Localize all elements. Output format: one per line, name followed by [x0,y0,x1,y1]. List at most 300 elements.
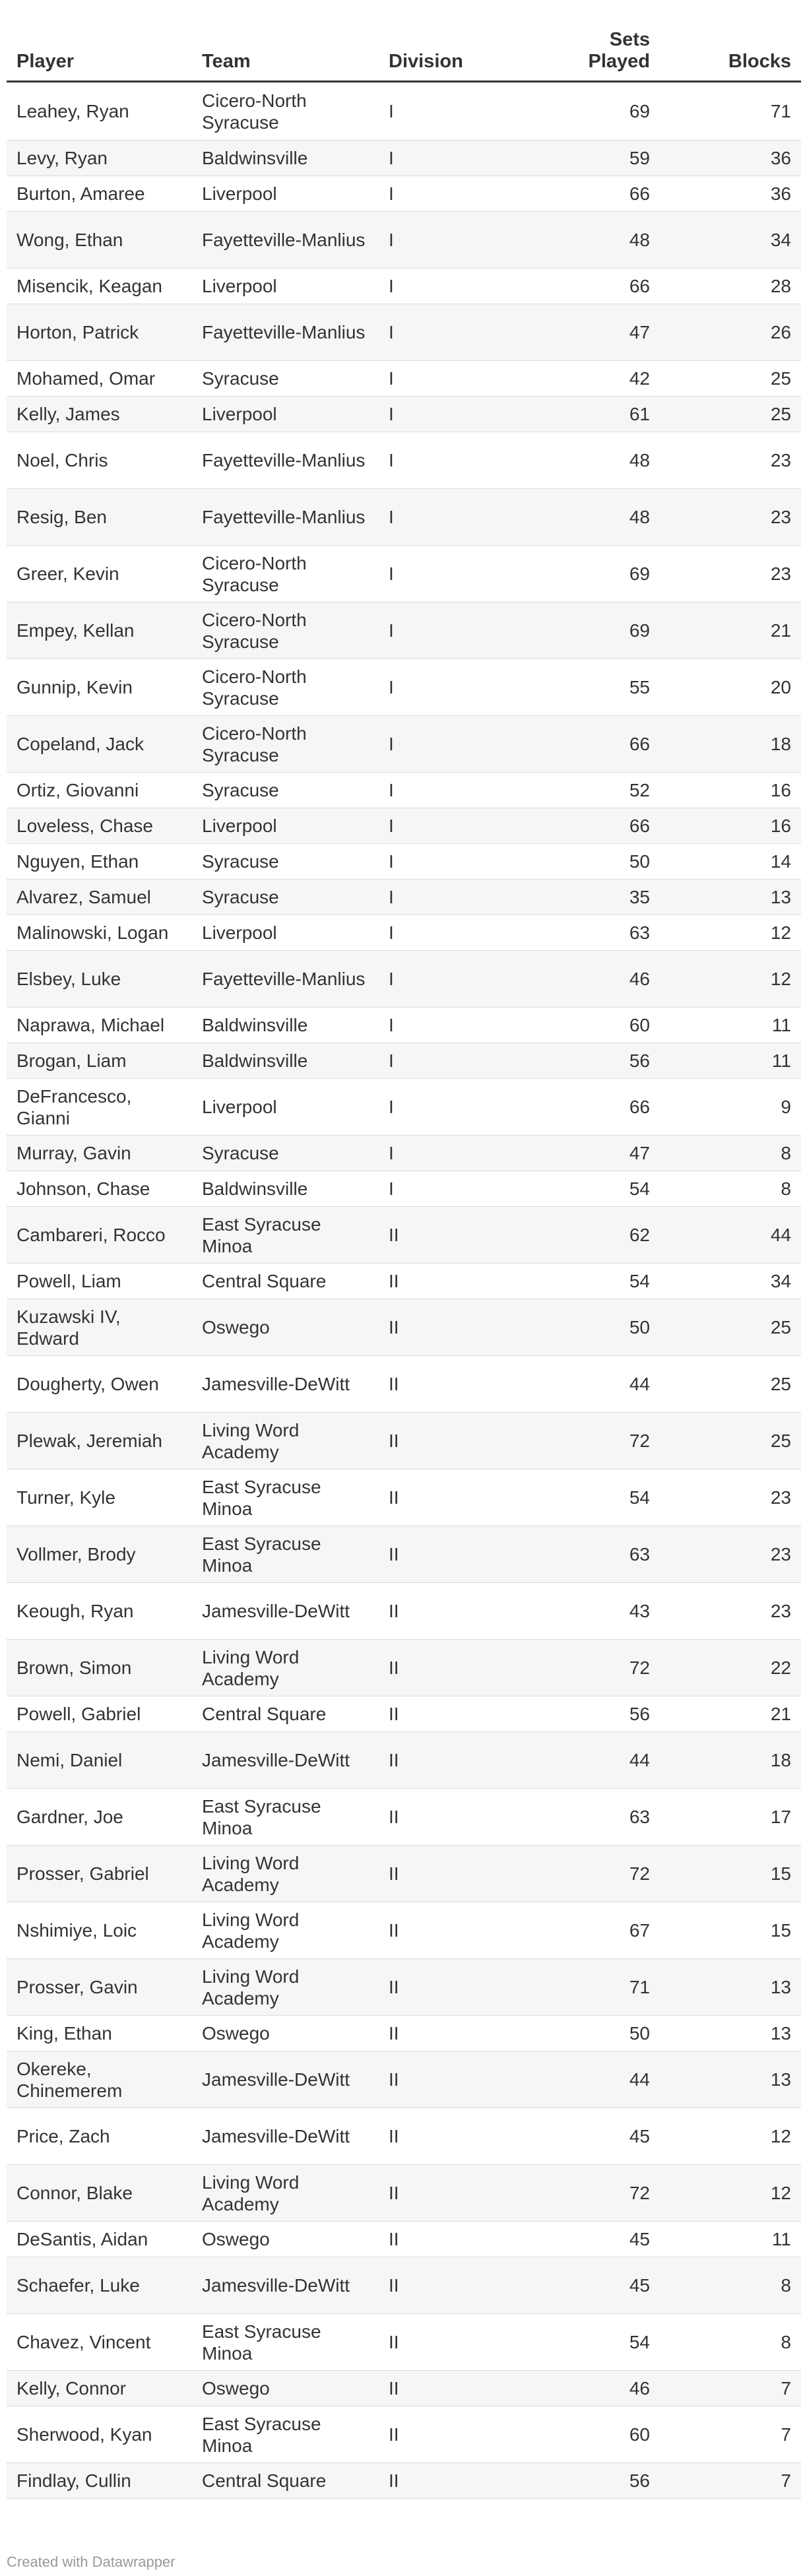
cell-blocks: 13 [660,880,801,915]
cell-division: II [379,2108,531,2165]
cell-team: Liverpool [192,808,379,844]
cell-sets-played: 45 [531,2222,660,2257]
cell-sets-played: 66 [531,176,660,212]
table-row [7,1136,801,1171]
cell-team: Cicero-North Syracuse [192,546,379,602]
cell-player: Nshimiye, Loic [7,1902,192,1959]
table-row [7,773,801,808]
cell-team: East Syracuse Minoa [192,1207,379,1264]
cell-sets-played: 47 [531,304,660,361]
table-row [7,1469,801,1526]
cell-player: Naprawa, Michael [7,1008,192,1043]
cell-team: Jamesville-DeWitt [192,1356,379,1413]
cell-blocks: 15 [660,1902,801,1959]
cell-division: I [379,716,531,773]
cell-player: Chavez, Vincent [7,2314,192,2371]
cell-division: II [379,2314,531,2371]
table-row [7,2051,801,2108]
cell-sets-played: 69 [531,546,660,602]
table-row [7,1264,801,1299]
cell-team: Liverpool [192,397,379,432]
cell-team: East Syracuse Minoa [192,2314,379,2371]
table-row [7,1789,801,1846]
cell-sets-played: 44 [531,1356,660,1413]
cell-sets-played: 60 [531,2406,660,2463]
table-row [7,1583,801,1640]
cell-team: Syracuse [192,880,379,915]
cell-team: East Syracuse Minoa [192,1469,379,1526]
cell-player: Murray, Gavin [7,1136,192,1171]
cell-blocks: 14 [660,844,801,880]
cell-team: Syracuse [192,773,379,808]
cell-division: I [379,432,531,489]
cell-sets-played: 50 [531,844,660,880]
cell-player: Johnson, Chase [7,1171,192,1207]
stats-table [7,24,801,2499]
cell-player: Wong, Ethan [7,212,192,269]
cell-player: Levy, Ryan [7,141,192,176]
cell-player: Mohamed, Omar [7,361,192,397]
cell-player: Ortiz, Giovanni [7,773,192,808]
cell-player: Misencik, Keagan [7,269,192,304]
cell-division: I [379,546,531,602]
cell-team: Fayetteville-Manlius [192,304,379,361]
table-row [7,915,801,951]
cell-player: Kuzawski IV, Edward [7,1299,192,1356]
table-row [7,2165,801,2222]
cell-blocks: 25 [660,1356,801,1413]
cell-player: Alvarez, Samuel [7,880,192,915]
cell-sets-played: 72 [531,1640,660,1696]
cell-division: II [379,1732,531,1789]
cell-player: Turner, Kyle [7,1469,192,1526]
cell-player: Plewak, Jeremiah [7,1413,192,1469]
cell-player: Gardner, Joe [7,1789,192,1846]
table-row [7,176,801,212]
cell-player: Greer, Kevin [7,546,192,602]
table-row [7,1640,801,1696]
table-row [7,1356,801,1413]
cell-division: I [379,176,531,212]
cell-sets-played: 43 [531,1583,660,1640]
cell-team: Fayetteville-Manlius [192,212,379,269]
cell-player: Prosser, Gavin [7,1959,192,2016]
cell-blocks: 36 [660,141,801,176]
table-row [7,1902,801,1959]
table-row [7,602,801,659]
cell-division: I [379,915,531,951]
cell-blocks: 36 [660,176,801,212]
cell-division: II [379,2165,531,2222]
table-row [7,269,801,304]
cell-blocks: 34 [660,212,801,269]
cell-blocks: 23 [660,489,801,546]
cell-team: Jamesville-DeWitt [192,2051,379,2108]
cell-blocks: 21 [660,602,801,659]
table-row [7,1413,801,1469]
header-team[interactable]: Team [192,24,379,82]
cell-division: I [379,1043,531,1079]
cell-division: I [379,1171,531,1207]
cell-blocks: 34 [660,1264,801,1299]
cell-blocks: 8 [660,1171,801,1207]
cell-team: Central Square [192,1696,379,1732]
cell-team: Jamesville-DeWitt [192,2108,379,2165]
cell-blocks: 18 [660,1732,801,1789]
datawrapper-credit[interactable]: Created with Datawrapper [7,2554,176,2570]
table-row [7,2314,801,2371]
cell-team: Oswego [192,2016,379,2051]
cell-sets-played: 46 [531,2371,660,2406]
cell-sets-played: 54 [531,1171,660,1207]
cell-team: Baldwinsville [192,1008,379,1043]
table-row [7,1846,801,1902]
cell-blocks: 23 [660,1583,801,1640]
cell-division: I [379,212,531,269]
table-row [7,1207,801,1264]
table-row [7,1959,801,2016]
cell-blocks: 23 [660,1526,801,1583]
cell-blocks: 20 [660,659,801,716]
cell-division: II [379,1413,531,1469]
cell-sets-played: 71 [531,1959,660,2016]
cell-team: Syracuse [192,1136,379,1171]
cell-team: Oswego [192,2371,379,2406]
table-row [7,1732,801,1789]
cell-sets-played: 72 [531,1846,660,1902]
cell-sets-played: 61 [531,397,660,432]
cell-sets-played: 60 [531,1008,660,1043]
cell-player: King, Ethan [7,2016,192,2051]
cell-sets-played: 56 [531,1696,660,1732]
cell-blocks: 18 [660,716,801,773]
cell-team: Liverpool [192,915,379,951]
cell-blocks: 15 [660,1846,801,1902]
cell-player: Leahey, Ryan [7,82,192,141]
cell-team: East Syracuse Minoa [192,2406,379,2463]
cell-sets-played: 54 [531,1264,660,1299]
cell-sets-played: 47 [531,1136,660,1171]
cell-team: Living Word Academy [192,2165,379,2222]
cell-sets-played: 69 [531,82,660,141]
table-row [7,1079,801,1136]
cell-blocks: 12 [660,951,801,1008]
cell-team: Baldwinsville [192,141,379,176]
cell-division: II [379,2016,531,2051]
cell-blocks: 11 [660,1008,801,1043]
table-row [7,951,801,1008]
cell-division: II [379,1696,531,1732]
cell-sets-played: 56 [531,1043,660,1079]
table-row [7,1043,801,1079]
cell-team: Liverpool [192,269,379,304]
cell-team: Cicero-North Syracuse [192,659,379,716]
cell-player: Noel, Chris [7,432,192,489]
cell-player: Loveless, Chase [7,808,192,844]
cell-division: I [379,951,531,1008]
cell-division: I [379,773,531,808]
table-row [7,2371,801,2406]
cell-division: I [379,269,531,304]
cell-division: II [379,1356,531,1413]
table-row [7,361,801,397]
cell-blocks: 7 [660,2406,801,2463]
cell-sets-played: 54 [531,1469,660,1526]
cell-division: I [379,880,531,915]
table-row [7,844,801,880]
cell-team: Syracuse [192,361,379,397]
cell-player: Sherwood, Kyan [7,2406,192,2463]
cell-player: Nemi, Daniel [7,1732,192,1789]
cell-blocks: 28 [660,269,801,304]
cell-division: II [379,2222,531,2257]
cell-team: Oswego [192,2222,379,2257]
cell-division: I [379,808,531,844]
cell-team: Cicero-North Syracuse [192,82,379,141]
cell-team: Cicero-North Syracuse [192,716,379,773]
cell-sets-played: 72 [531,1413,660,1469]
cell-blocks: 12 [660,2108,801,2165]
header-division[interactable]: Division [379,24,531,82]
cell-player: Malinowski, Logan [7,915,192,951]
cell-division: II [379,1959,531,2016]
table-row [7,2222,801,2257]
cell-blocks: 8 [660,2314,801,2371]
cell-team: Living Word Academy [192,1846,379,1902]
cell-division: II [379,1789,531,1846]
table-row [7,1299,801,1356]
cell-sets-played: 42 [531,361,660,397]
cell-division: II [379,2371,531,2406]
cell-division: II [379,1264,531,1299]
cell-sets-played: 63 [531,915,660,951]
cell-sets-played: 54 [531,2314,660,2371]
cell-team: Jamesville-DeWitt [192,2257,379,2314]
cell-team: Jamesville-DeWitt [192,1583,379,1640]
cell-division: II [379,1207,531,1264]
cell-division: II [379,1583,531,1640]
table-row [7,546,801,602]
cell-player: Nguyen, Ethan [7,844,192,880]
table-row [7,1696,801,1732]
table-row [7,304,801,361]
cell-player: Kelly, James [7,397,192,432]
header-player[interactable]: Player [7,24,192,82]
table-row [7,432,801,489]
table-row [7,2108,801,2165]
cell-division: II [379,1299,531,1356]
cell-team: Baldwinsville [192,1171,379,1207]
cell-blocks: 23 [660,1469,801,1526]
cell-player: Prosser, Gabriel [7,1846,192,1902]
cell-player: Kelly, Connor [7,2371,192,2406]
cell-division: I [379,361,531,397]
cell-player: Schaefer, Luke [7,2257,192,2314]
cell-division: I [379,602,531,659]
cell-sets-played: 66 [531,716,660,773]
cell-blocks: 25 [660,1413,801,1469]
cell-player: Resig, Ben [7,489,192,546]
cell-sets-played: 69 [531,602,660,659]
cell-blocks: 25 [660,397,801,432]
cell-player: DeFrancesco, Gianni [7,1079,192,1136]
cell-team: Central Square [192,1264,379,1299]
table-row [7,82,801,141]
cell-sets-played: 35 [531,880,660,915]
cell-blocks: 71 [660,82,801,141]
cell-team: East Syracuse Minoa [192,1789,379,1846]
cell-division: I [379,659,531,716]
table-row [7,2463,801,2499]
cell-sets-played: 45 [531,2257,660,2314]
table-header-row [7,24,801,82]
table-row [7,1008,801,1043]
cell-blocks: 9 [660,1079,801,1136]
cell-sets-played: 66 [531,808,660,844]
cell-blocks: 8 [660,1136,801,1171]
table-row [7,489,801,546]
cell-team: Syracuse [192,844,379,880]
table-row [7,880,801,915]
cell-blocks: 13 [660,2051,801,2108]
cell-division: II [379,2463,531,2499]
cell-player: Powell, Gabriel [7,1696,192,1732]
table-row [7,212,801,269]
cell-player: Brown, Simon [7,1640,192,1696]
cell-sets-played: 66 [531,1079,660,1136]
cell-division: II [379,1640,531,1696]
cell-blocks: 25 [660,361,801,397]
cell-blocks: 21 [660,1696,801,1732]
cell-division: II [379,2406,531,2463]
cell-team: Fayetteville-Manlius [192,951,379,1008]
table-row [7,2016,801,2051]
cell-player: Gunnip, Kevin [7,659,192,716]
table-row [7,808,801,844]
cell-blocks: 25 [660,1299,801,1356]
cell-team: Living Word Academy [192,1413,379,1469]
cell-sets-played: 72 [531,2165,660,2222]
cell-blocks: 13 [660,2016,801,2051]
cell-division: I [379,304,531,361]
cell-team: Baldwinsville [192,1043,379,1079]
cell-team: Oswego [192,1299,379,1356]
cell-sets-played: 50 [531,1299,660,1356]
cell-division: I [379,1136,531,1171]
cell-player: Empey, Kellan [7,602,192,659]
cell-sets-played: 48 [531,212,660,269]
cell-sets-played: 59 [531,141,660,176]
cell-sets-played: 50 [531,2016,660,2051]
cell-sets-played: 63 [531,1526,660,1583]
cell-player: Connor, Blake [7,2165,192,2222]
header-blocks[interactable]: Blocks [660,24,801,82]
cell-player: Horton, Patrick [7,304,192,361]
cell-division: II [379,1469,531,1526]
cell-blocks: 7 [660,2463,801,2499]
cell-sets-played: 44 [531,2051,660,2108]
cell-division: II [379,1526,531,1583]
cell-player: Powell, Liam [7,1264,192,1299]
cell-player: Elsbey, Luke [7,951,192,1008]
cell-team: Cicero-North Syracuse [192,602,379,659]
cell-blocks: 26 [660,304,801,361]
table-row [7,141,801,176]
header-sets-played-label: Sets Played [588,29,650,72]
table-row [7,2406,801,2463]
cell-division: I [379,1008,531,1043]
cell-division: I [379,82,531,141]
cell-team: Fayetteville-Manlius [192,432,379,489]
table-row [7,659,801,716]
cell-blocks: 16 [660,808,801,844]
cell-player: Keough, Ryan [7,1583,192,1640]
cell-blocks: 12 [660,915,801,951]
cell-blocks: 11 [660,2222,801,2257]
cell-sets-played: 66 [531,269,660,304]
cell-sets-played: 56 [531,2463,660,2499]
cell-sets-played: 52 [531,773,660,808]
cell-blocks: 7 [660,2371,801,2406]
cell-team: Fayetteville-Manlius [192,489,379,546]
cell-blocks: 13 [660,1959,801,2016]
cell-blocks: 17 [660,1789,801,1846]
cell-player: Okereke, Chinemerem [7,2051,192,2108]
cell-division: II [379,1846,531,1902]
table-row [7,397,801,432]
cell-player: Findlay, Cullin [7,2463,192,2499]
cell-team: Living Word Academy [192,1640,379,1696]
cell-blocks: 12 [660,2165,801,2222]
cell-player: Brogan, Liam [7,1043,192,1079]
cell-team: Central Square [192,2463,379,2499]
cell-sets-played: 45 [531,2108,660,2165]
cell-player: Cambareri, Rocco [7,1207,192,1264]
cell-team: Liverpool [192,176,379,212]
cell-division: I [379,844,531,880]
cell-sets-played: 46 [531,951,660,1008]
cell-sets-played: 48 [531,432,660,489]
table-row [7,1526,801,1583]
cell-team: Living Word Academy [192,1902,379,1959]
cell-blocks: 44 [660,1207,801,1264]
cell-division: I [379,489,531,546]
table-row [7,1171,801,1207]
cell-player: Burton, Amaree [7,176,192,212]
cell-sets-played: 48 [531,489,660,546]
cell-division: II [379,1902,531,1959]
cell-team: Living Word Academy [192,1959,379,2016]
cell-blocks: 11 [660,1043,801,1079]
cell-player: Price, Zach [7,2108,192,2165]
cell-team: Jamesville-DeWitt [192,1732,379,1789]
cell-blocks: 8 [660,2257,801,2314]
cell-blocks: 23 [660,546,801,602]
table-row [7,716,801,773]
cell-sets-played: 44 [531,1732,660,1789]
cell-team: East Syracuse Minoa [192,1526,379,1583]
cell-division: I [379,1079,531,1136]
cell-player: Copeland, Jack [7,716,192,773]
cell-division: I [379,397,531,432]
cell-division: II [379,2051,531,2108]
header-sets-played[interactable] [531,24,660,82]
cell-player: Dougherty, Owen [7,1356,192,1413]
cell-blocks: 16 [660,773,801,808]
cell-division: II [379,2257,531,2314]
cell-sets-played: 55 [531,659,660,716]
cell-sets-played: 62 [531,1207,660,1264]
